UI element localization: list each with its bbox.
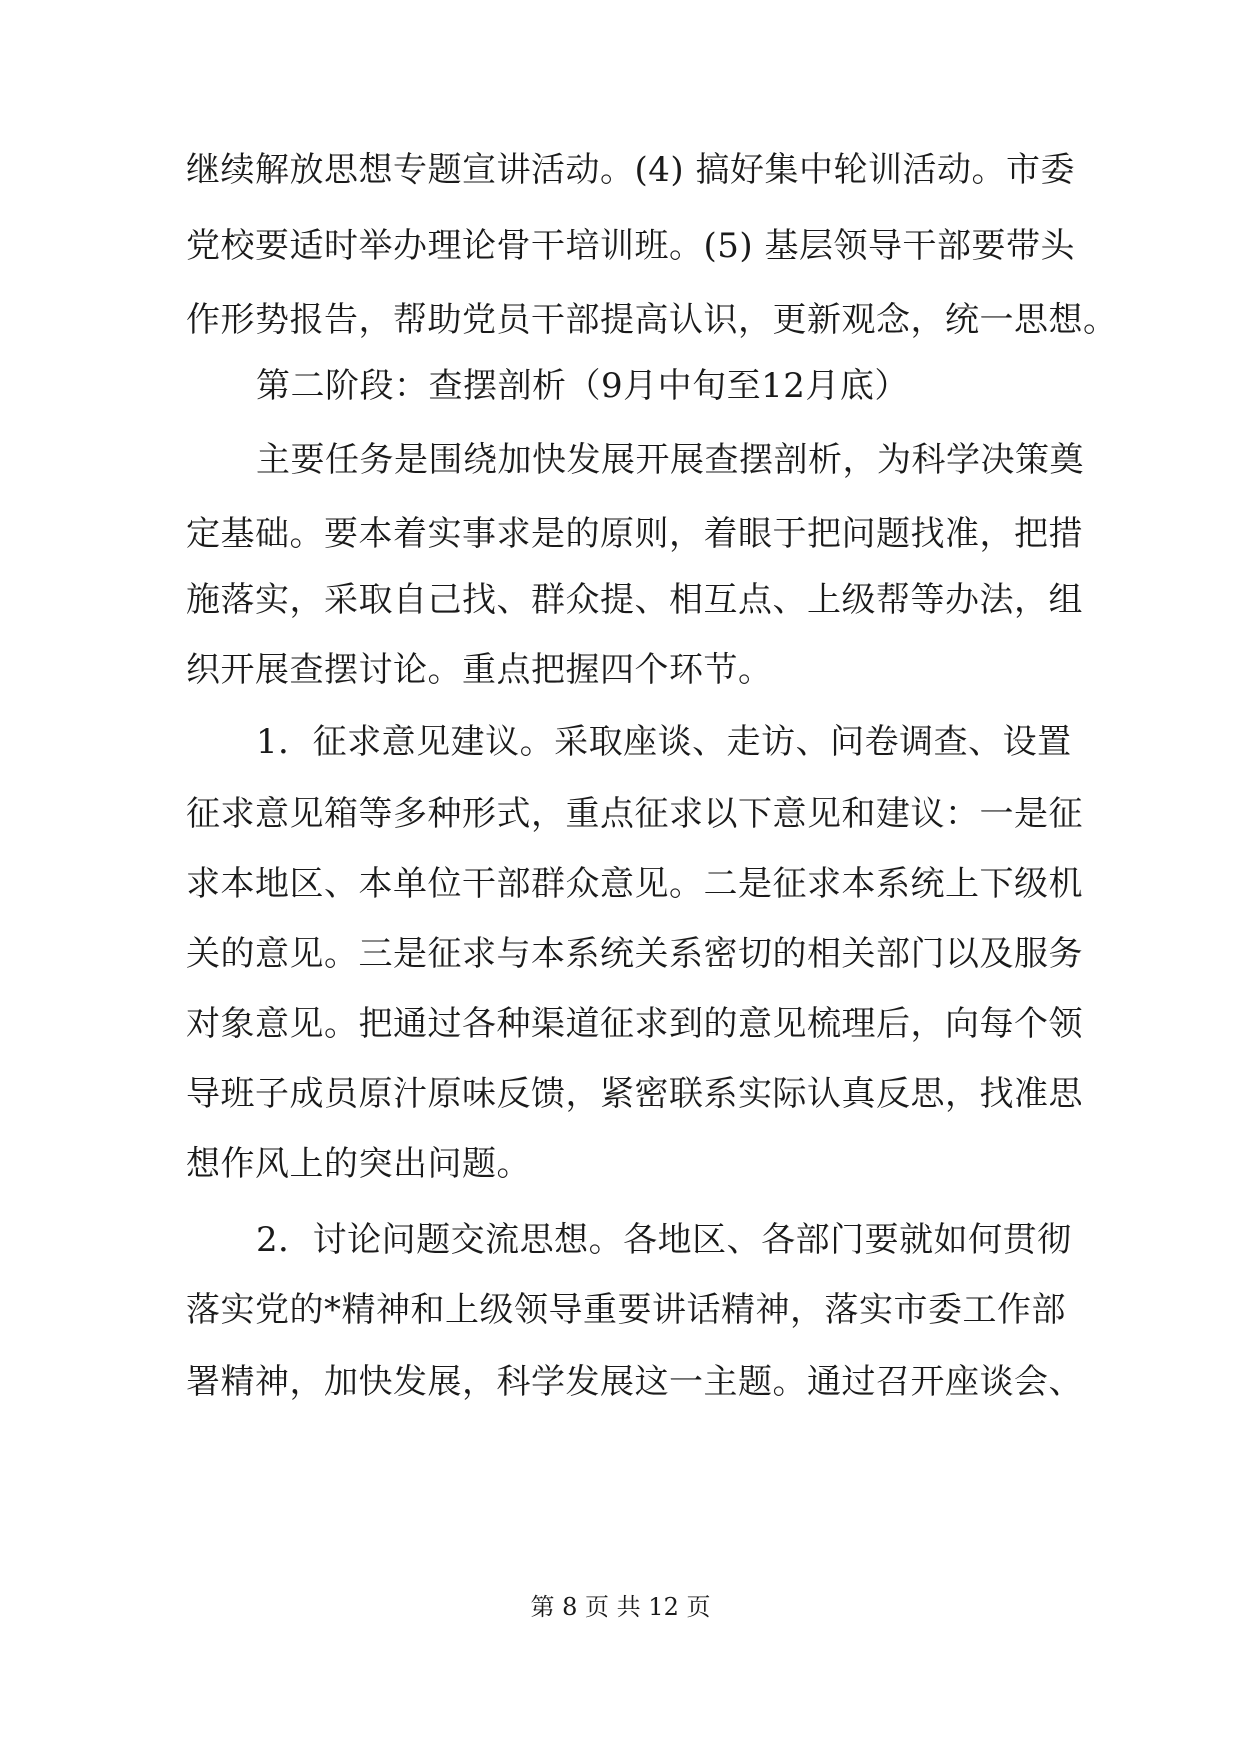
body-text-line: 定基础。要本着实事求是的原则，着眼于把问题找准，把措 bbox=[186, 514, 1083, 554]
body-text-line: 想作风上的突出问题。 bbox=[186, 1144, 531, 1184]
section-heading: 第二阶段：查摆剖析（9月中旬至12月底） bbox=[256, 366, 909, 406]
body-text-line: 织开展查摆讨论。重点把握四个环节。 bbox=[186, 650, 773, 690]
body-text-line: 落实党的*精神和上级领导重要讲话精神，落实市委工作部 bbox=[186, 1290, 1066, 1330]
body-text-line: 1．征求意见建议。采取座谈、走访、问卷调查、设置 bbox=[256, 722, 1072, 762]
body-text-line: 主要任务是围绕加快发展开展查摆剖析，为科学决策奠 bbox=[256, 440, 1084, 480]
body-text-line: 导班子成员原汁原味反馈，紧密联系实际认真反思，找准思 bbox=[186, 1074, 1083, 1114]
body-text-line: 施落实，采取自己找、群众提、相互点、上级帮等办法，组 bbox=[186, 580, 1083, 620]
body-text-line: 党校要适时举办理论骨干培训班。(5) 基层领导干部要带头 bbox=[186, 226, 1075, 266]
body-text-line: 征求意见箱等多种形式，重点征求以下意见和建议：一是征 bbox=[186, 794, 1083, 834]
body-text-line: 作形势报告，帮助党员干部提高认识，更新观念，统一思想。 bbox=[186, 300, 1118, 340]
page-footer: 第 8 页 共 12 页 bbox=[530, 1593, 711, 1621]
body-text-line: 署精神，加快发展，科学发展这一主题。通过召开座谈会、 bbox=[186, 1362, 1083, 1402]
body-text-line: 对象意见。把通过各种渠道征求到的意见梳理后，向每个领 bbox=[186, 1004, 1083, 1044]
body-text-line: 求本地区、本单位干部群众意见。二是征求本系统上下级机 bbox=[186, 864, 1083, 904]
body-text-line: 2．讨论问题交流思想。各地区、各部门要就如何贯彻 bbox=[256, 1220, 1072, 1260]
body-text-line: 关的意见。三是征求与本系统关系密切的相关部门以及服务 bbox=[186, 934, 1083, 974]
body-text-line: 继续解放思想专题宣讲活动。(4) 搞好集中轮训活动。市委 bbox=[186, 150, 1075, 190]
